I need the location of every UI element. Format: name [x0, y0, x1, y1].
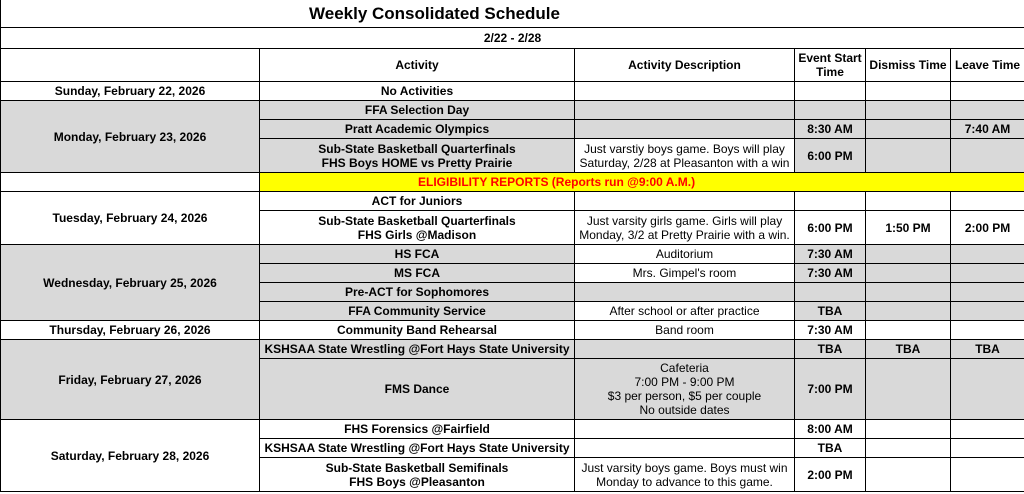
description-line: No outside dates	[639, 403, 730, 417]
header-row	[1, 49, 1024, 82]
description-line: 7:00 PM - 9:00 PM	[634, 375, 735, 389]
start-cell	[795, 101, 866, 120]
activity-cell: HS FCA	[260, 245, 575, 264]
header-dismiss: Dismiss Time	[866, 49, 951, 82]
description-cell	[575, 211, 795, 245]
table-row	[1, 101, 1024, 120]
start-cell: TBA	[795, 302, 866, 321]
start-cell: 8:30 AM	[795, 120, 866, 139]
activity-line: Sub-State Basketball Quarterfinals	[318, 141, 516, 156]
table-row	[1, 420, 1024, 439]
activity-line: Sub-State Basketball Semifinals	[325, 460, 509, 475]
activity-cell	[260, 458, 575, 492]
dismiss-cell	[866, 439, 951, 458]
start-cell: 6:00 PM	[795, 139, 866, 173]
date-range: 2/22 - 2/28	[1, 28, 1024, 49]
eligibility-banner: ELIGIBILITY REPORTS (Reports run @9:00 A.M.)	[260, 173, 1024, 192]
leave-cell	[951, 321, 1024, 340]
table-row	[1, 82, 1024, 101]
leave-cell	[951, 139, 1024, 173]
leave-cell: TBA	[951, 340, 1024, 359]
description-cell	[575, 458, 795, 492]
description-line: Saturday, 2/28 at Pleasanton with a win	[579, 155, 790, 170]
leave-cell	[951, 458, 1024, 492]
eligibility-spacer	[1, 173, 260, 192]
activity-cell: KSHSAA State Wrestling @Fort Hays State University	[260, 439, 575, 458]
description-cell	[575, 439, 795, 458]
activity-cell: No Activities	[260, 82, 575, 101]
description-cell	[575, 420, 795, 439]
leave-cell	[951, 245, 1024, 264]
table-row	[1, 192, 1024, 211]
start-cell: 7:30 AM	[795, 245, 866, 264]
activity-cell: Community Band Rehearsal	[260, 321, 575, 340]
dismiss-cell	[866, 264, 951, 283]
header-activity: Activity	[260, 49, 575, 82]
start-cell: 7:00 PM	[795, 359, 866, 420]
description-cell	[575, 82, 795, 101]
dismiss-cell	[866, 82, 951, 101]
dismiss-cell	[866, 359, 951, 420]
leave-cell: 2:00 PM	[951, 211, 1024, 245]
description-line: Monday, 3/2 at Pretty Prairie with a win.	[579, 227, 790, 242]
dismiss-cell: TBA	[866, 340, 951, 359]
activity-cell: KSHSAA State Wrestling @Fort Hays State University	[260, 340, 575, 359]
dismiss-cell	[866, 458, 951, 492]
day-label-thursday: Thursday, February 26, 2026	[1, 321, 260, 340]
leave-cell	[951, 439, 1024, 458]
eligibility-row	[1, 173, 1024, 192]
start-cell	[795, 283, 866, 302]
description-line: $3 per person, $5 per couple	[607, 389, 762, 403]
dismiss-cell	[866, 245, 951, 264]
description-line: Just varsity girls game. Girls will play	[586, 213, 783, 228]
description-cell: Auditorium	[575, 245, 795, 264]
activity-line: FHS Girls @Madison	[357, 227, 477, 242]
day-label-tuesday: Tuesday, February 24, 2026	[1, 192, 260, 245]
description-cell	[575, 192, 795, 211]
start-cell: 8:00 AM	[795, 420, 866, 439]
activity-cell: MS FCA	[260, 264, 575, 283]
leave-cell	[951, 82, 1024, 101]
description-line: Cafeteria	[660, 361, 709, 375]
page-title: Weekly Consolidated Schedule	[1, 0, 1024, 28]
activity-line: FHS Boys HOME vs Pretty Prairie	[321, 155, 513, 170]
leave-cell	[951, 359, 1024, 420]
dismiss-cell: 1:50 PM	[866, 211, 951, 245]
description-line: Just varsity boys game. Boys must win	[581, 460, 788, 475]
header-leave: Leave Time	[951, 49, 1024, 82]
start-cell: TBA	[795, 439, 866, 458]
start-cell	[795, 192, 866, 211]
description-cell: After school or after practice	[575, 302, 795, 321]
description-cell	[575, 359, 795, 420]
leave-cell: 7:40 AM	[951, 120, 1024, 139]
dismiss-cell	[866, 101, 951, 120]
activity-cell	[260, 139, 575, 173]
header-description: Activity Description	[575, 49, 795, 82]
start-cell: 7:30 AM	[795, 321, 866, 340]
description-cell: Mrs. Gimpel's room	[575, 264, 795, 283]
activity-line: FHS Boys @Pleasanton	[349, 474, 485, 489]
leave-cell	[951, 420, 1024, 439]
activity-cell: FHS Forensics @Fairfield	[260, 420, 575, 439]
dismiss-cell	[866, 192, 951, 211]
activity-cell: Pratt Academic Olympics	[260, 120, 575, 139]
activity-cell: FMS Dance	[260, 359, 575, 420]
leave-cell	[951, 302, 1024, 321]
header-event-start-line1: Event Start	[798, 51, 862, 65]
activity-cell: Pre-ACT for Sophomores	[260, 283, 575, 302]
activity-cell: FFA Selection Day	[260, 101, 575, 120]
header-event-start	[795, 49, 866, 82]
description-line: Just varstiy boys game. Boys will play	[584, 141, 785, 156]
table-row	[1, 340, 1024, 359]
activity-cell: ACT for Juniors	[260, 192, 575, 211]
description-cell	[575, 120, 795, 139]
header-event-start-line2: Time	[816, 65, 844, 79]
table-row	[1, 321, 1024, 340]
day-label-saturday: Saturday, February 28, 2026	[1, 420, 260, 492]
start-cell: 2:00 PM	[795, 458, 866, 492]
start-cell: 7:30 AM	[795, 264, 866, 283]
day-label-monday: Monday, February 23, 2026	[1, 101, 260, 173]
header-date	[1, 49, 260, 82]
activity-line: Sub-State Basketball Quarterfinals	[318, 213, 516, 228]
dismiss-cell	[866, 302, 951, 321]
day-label-friday: Friday, February 27, 2026	[1, 340, 260, 420]
activity-cell: FFA Community Service	[260, 302, 575, 321]
description-cell: Band room	[575, 321, 795, 340]
leave-cell	[951, 192, 1024, 211]
dismiss-cell	[866, 283, 951, 302]
dismiss-cell	[866, 120, 951, 139]
dismiss-cell	[866, 321, 951, 340]
start-cell: TBA	[795, 340, 866, 359]
description-cell	[575, 101, 795, 120]
description-cell	[575, 139, 795, 173]
table-row	[1, 245, 1024, 264]
description-cell	[575, 283, 795, 302]
day-label-sunday: Sunday, February 22, 2026	[1, 82, 260, 101]
dismiss-cell	[866, 139, 951, 173]
leave-cell	[951, 101, 1024, 120]
start-cell: 6:00 PM	[795, 211, 866, 245]
start-cell	[795, 82, 866, 101]
leave-cell	[951, 283, 1024, 302]
description-cell	[575, 340, 795, 359]
leave-cell	[951, 264, 1024, 283]
description-line: Monday to advance to this game.	[596, 474, 773, 489]
dismiss-cell	[866, 420, 951, 439]
activity-cell	[260, 211, 575, 245]
day-label-wednesday: Wednesday, February 25, 2026	[1, 245, 260, 321]
